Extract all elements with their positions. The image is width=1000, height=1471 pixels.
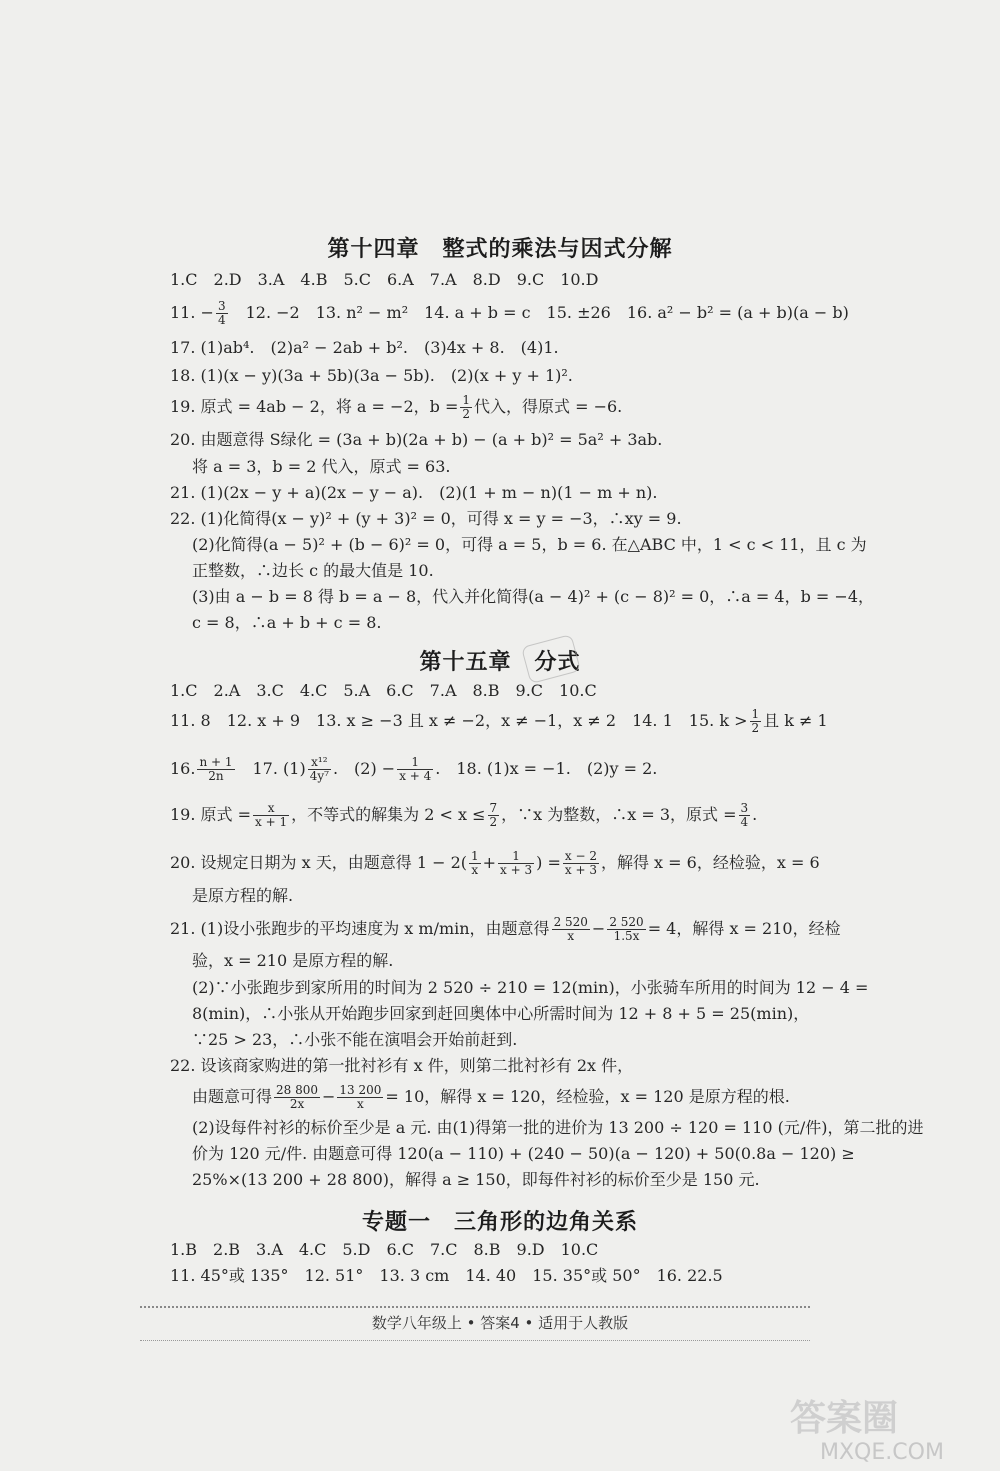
- ch14-line-7: 将 a = 3，b = 2 代入，原式 = 63.: [192, 457, 451, 476]
- text: 且 k ≠ 1: [763, 711, 828, 730]
- ch14-line-10: (2)化简得(a − 5)² + (b − 6)² = 0，可得 a = 5，b = 6. 在△ABC 中，1 < c < 11，且 c 为: [192, 535, 867, 554]
- numerator: 1: [471, 849, 479, 863]
- fraction: [488, 802, 500, 829]
- chapter-15-title: 第十五章 分式: [419, 650, 581, 675]
- stamp-mark-icon: [521, 634, 581, 684]
- denominator: x + 3: [500, 863, 533, 877]
- ch15-line-10: 8(min)，∴小张从开始跑步回家到赶回奥体中心所需时间为 12 + 8 + 5 = 25(min)，: [192, 1004, 810, 1023]
- text: 11. −: [170, 303, 214, 322]
- fraction: [253, 802, 289, 829]
- denominator: 4y⁷: [309, 769, 329, 783]
- text: 19. 原式 = 4ab − 2，将 a = −2，b =: [170, 397, 459, 416]
- watermark-url: MXQE.COM: [820, 1440, 944, 1465]
- numerator: 1: [751, 707, 760, 721]
- ch15-line-13: [192, 1084, 790, 1111]
- fraction: [607, 916, 645, 943]
- text: 由题意可得: [192, 1087, 273, 1106]
- watermark-logo: 答案圈: [790, 1398, 899, 1439]
- ch14-line-4: 18. (1)(x − y)(3a + 5b)(3a − 5b). (2)(x + y + 1)².: [170, 366, 573, 385]
- ch14-line-2: [170, 300, 849, 327]
- text: 17. (1): [236, 759, 306, 778]
- numerator: 3: [740, 801, 749, 815]
- text: 代入，得原式 = −6.: [474, 397, 623, 416]
- denominator: 4: [217, 313, 226, 327]
- text: ，不等式的解集为 2 < x ≤: [291, 805, 486, 824]
- ch14-line-13: c = 8，∴a + b + c = 8.: [192, 613, 382, 632]
- denominator: 2n: [208, 769, 224, 783]
- ch14-line-6: 20. 由题意得 S绿化 = (3a + b)(2a + b) − (a + b)² = 5a² + 3ab.: [170, 430, 663, 449]
- fraction: [216, 300, 228, 327]
- ch14-line-1: 1.C 2.D 3.A 4.B 5.C 6.A 7.A 8.D 9.C 10.D: [170, 270, 599, 289]
- denominator: x: [471, 863, 479, 877]
- fraction: [563, 850, 599, 877]
- fraction: [750, 708, 762, 735]
- denominator: x: [357, 1097, 364, 1111]
- text: 21. (1)设小张跑步的平均速度为 x m/min，由题意得: [170, 919, 550, 938]
- numerator: 13 200: [339, 1083, 382, 1097]
- denominator: x + 4: [399, 769, 432, 783]
- text: = 4，解得 x = 210，经检: [647, 919, 841, 938]
- ch14-line-8: 21. (1)(2x − y + a)(2x − y − a). (2)(1 + m − n)(1 − m + n).: [170, 483, 658, 502]
- chapter-14-title: 第十四章 整式的乘法与因式分解: [327, 237, 673, 262]
- text: −: [591, 919, 606, 938]
- ch14-line-5: [170, 394, 622, 421]
- text: −: [322, 1087, 336, 1106]
- page-footer: 数学八年级上 • 答案4 • 适用于人教版: [371, 1314, 629, 1332]
- ch15-line-7: [170, 916, 841, 943]
- ch15-line-12: 22. 设该商家购进的第一批衬衫有 x 件，则第二批衬衫有 2x 件，: [170, 1056, 634, 1075]
- ch15-line-16: 25%×(13 200 + 28 800)，解得 a ≥ 150，即每件衬衫的标价至少是 150 元.: [192, 1170, 760, 1189]
- topic-1-title: 专题一 三角形的边角关系: [361, 1210, 638, 1235]
- ch15-line-3: [170, 756, 657, 783]
- ch14-line-12: (3)由 a − b = 8 得 b = a − 8，代入并化简得(a − 4)² + (c − 8)² = 0，∴a = 4，b = −4，: [192, 587, 875, 606]
- fraction: [498, 850, 534, 877]
- fraction: [460, 394, 472, 421]
- ch15-line-6: 是原方程的解.: [192, 886, 294, 905]
- fraction: [469, 850, 481, 877]
- numerator: 28 800: [276, 1083, 319, 1097]
- numerator: x¹²: [308, 756, 331, 770]
- ch15-line-9: (2)∵小张跑步到家所用的时间为 2 520 ÷ 210 = 12(min)，小张骑车所用的时间为 12 − 4 =: [192, 978, 869, 997]
- text: ) =: [536, 853, 561, 872]
- ch15-line-2: [170, 708, 828, 735]
- numerator: 1: [397, 756, 433, 770]
- numerator: x: [253, 802, 289, 816]
- denominator: 1.5x: [613, 929, 640, 943]
- text: 20. 设规定日期为 x 天，由题意得 1 − 2(: [170, 853, 467, 872]
- ch15-line-4: [170, 802, 757, 829]
- ch14-line-3: 17. (1)ab⁴. (2)a² − 2ab + b². (3)4x + 8. (4)1.: [170, 338, 559, 357]
- numerator: 2 520: [553, 915, 588, 929]
- numerator: 7: [489, 801, 498, 815]
- topic1-line-1: 1.B 2.B 3.A 4.C 5.D 6.C 7.C 8.B 9.D 10.C: [170, 1240, 599, 1259]
- numerator: x − 2: [564, 849, 597, 863]
- numerator: 1: [498, 850, 534, 864]
- denominator: x: [567, 929, 575, 943]
- text: 19. 原式 =: [170, 805, 252, 824]
- text: = 10，解得 x = 120，经检验，x = 120 是原方程的根.: [385, 1087, 790, 1106]
- numerator: 2 520: [609, 915, 644, 929]
- ch14-line-9: 22. (1)化简得(x − y)² + (y + 3)² = 0，可得 x = y = −3，∴xy = 9.: [170, 509, 682, 528]
- numerator: n + 1: [199, 755, 233, 769]
- denominator: 2: [462, 407, 470, 421]
- fraction: [197, 756, 234, 783]
- denominator: 4: [740, 815, 749, 829]
- denominator: 2: [751, 721, 760, 735]
- fraction: [739, 802, 751, 829]
- text: 11. 8 12. x + 9 13. x ≥ −3 且 x ≠ −2，x ≠ −1，x ≠ 2 14. 1 15. k >: [170, 711, 748, 730]
- text: 12. −2 13. n² − m² 14. a + b = c 15. ±26 16. a² − b² = (a + b)(a − b): [229, 303, 849, 322]
- ch14-line-11: 正整数，∴边长 c 的最大值是 10.: [192, 561, 434, 580]
- denominator: 2: [489, 815, 498, 829]
- numerator: 3: [217, 299, 226, 313]
- fraction: [337, 1084, 383, 1111]
- ch15-line-15: 价为 120 元/件. 由题意可得 120(a − 110) + (240 − 50)(a − 120) + 50(0.8a − 120) ≥: [192, 1144, 855, 1163]
- denominator: x + 3: [564, 863, 597, 877]
- denominator: 2x: [289, 1097, 305, 1111]
- ch15-line-1: 1.C 2.A 3.C 4.C 5.A 6.C 7.A 8.B 9.C 10.C: [170, 681, 597, 700]
- ch15-line-5: [170, 850, 820, 877]
- topic1-line-2: 11. 45°或 135° 12. 51° 13. 3 cm 14. 40 15. 35°或 50° 16. 22.5: [170, 1266, 723, 1285]
- text: .: [752, 805, 758, 824]
- text: 16.: [170, 759, 196, 778]
- text: ，解得 x = 6，经检验，x = 6: [600, 853, 820, 872]
- fraction: [552, 916, 590, 943]
- footer-divider: [140, 1306, 810, 1308]
- text: . 18. (1)x = −1. (2)y = 2.: [435, 759, 658, 778]
- ch15-line-14: (2)设每件衬衫的标价至少是 a 元. 由(1)得第一批的进价为 13 200 ÷ 120 = 110 (元/件)，第二批的进: [192, 1118, 924, 1137]
- fraction: [397, 756, 433, 783]
- numerator: 1: [462, 393, 470, 407]
- denominator: x + 1: [255, 815, 288, 829]
- text: +: [482, 853, 497, 872]
- ch15-line-11: ∵25 > 23，∴小张不能在演唱会开始前赶到.: [192, 1030, 518, 1049]
- text: . (2) −: [332, 759, 396, 778]
- ch15-line-8: 验，x = 210 是原方程的解.: [192, 951, 394, 970]
- footer-divider-bottom: [140, 1340, 810, 1341]
- fraction: [274, 1084, 320, 1111]
- fraction: [308, 756, 331, 783]
- text: ，∵x 为整数，∴x = 3，原式 =: [501, 805, 737, 824]
